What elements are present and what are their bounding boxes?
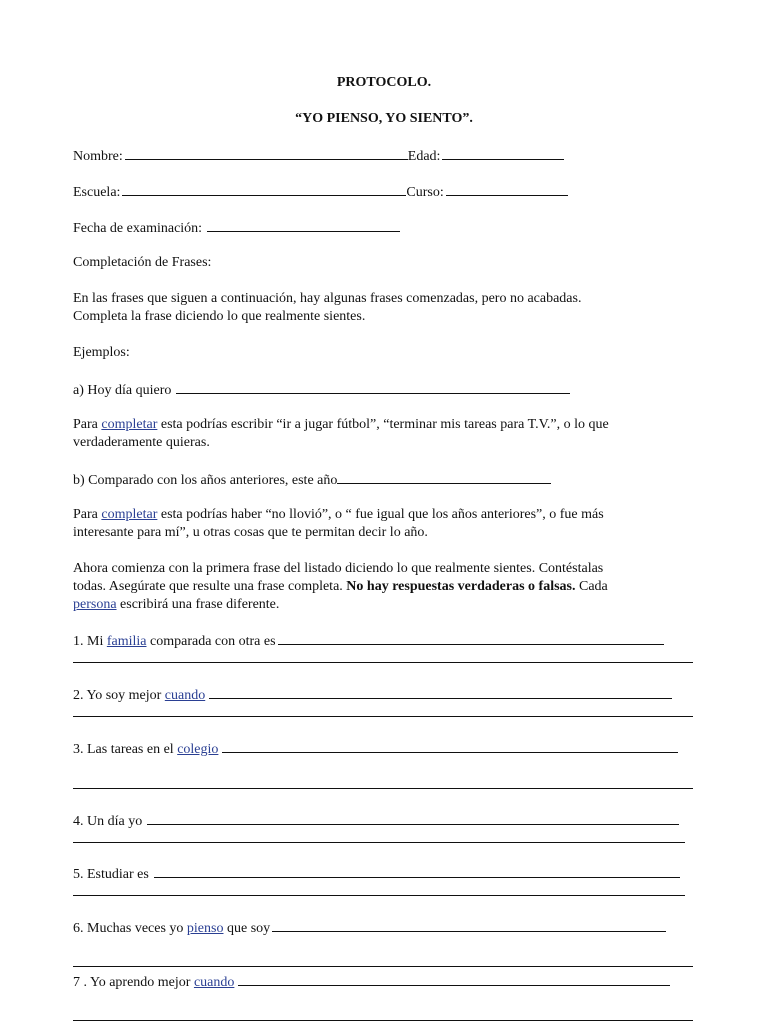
item-7-answer-line[interactable] xyxy=(73,1020,693,1021)
age-blank[interactable] xyxy=(442,146,564,160)
exam-date-row xyxy=(73,218,400,238)
item-4-answer-line[interactable] xyxy=(73,842,685,843)
item-1-answer-line[interactable] xyxy=(73,662,693,663)
item-6 xyxy=(73,918,666,938)
closing-line-2 xyxy=(73,578,608,596)
age-label: Edad: xyxy=(407,149,441,164)
example-b-expl-line-2: interesante para mí”, u otras cosas que te permitan decir lo año. xyxy=(73,525,428,540)
completar-link-b[interactable]: completar xyxy=(101,507,158,522)
item-6-blank[interactable] xyxy=(272,918,666,932)
document-title: PROTOCOLO. xyxy=(336,75,432,90)
cuando-link-2[interactable]: cuando xyxy=(164,688,206,703)
colegio-link[interactable]: colegio xyxy=(177,742,219,757)
completar-link-a[interactable]: completar xyxy=(101,417,158,432)
item-3 xyxy=(73,739,678,759)
item-2-blank[interactable] xyxy=(209,685,672,699)
name-label: Nombre: xyxy=(73,149,123,164)
item-5-blank[interactable] xyxy=(154,864,680,878)
exam-date-blank[interactable] xyxy=(207,218,400,232)
name-field-row xyxy=(73,146,564,166)
closing-line-1: Ahora comienza con la primera frase del listado diciendo lo que realmente sientes. Contéstalas xyxy=(73,561,604,576)
item-1 xyxy=(73,631,664,651)
school-blank[interactable] xyxy=(122,182,406,196)
example-a-blank[interactable] xyxy=(176,380,570,394)
example-a-prompt: a) Hoy día quiero xyxy=(73,383,172,398)
example-b-expl-post: esta podrías haber “no llovió”, o “ fue igual que los años anteriores”, o fue más xyxy=(160,507,604,522)
item-1-pre: 1. Mi xyxy=(73,634,104,649)
school-field-row xyxy=(73,182,568,202)
item-4-blank[interactable] xyxy=(147,811,679,825)
example-a-explanation xyxy=(73,416,609,434)
closing-line-2-post: Cada xyxy=(579,579,608,594)
item-6-answer-line[interactable] xyxy=(73,966,693,967)
item-4-pre: 4. Un día yo xyxy=(73,814,143,829)
example-b-row xyxy=(73,470,551,490)
item-5 xyxy=(73,864,680,884)
item-1-post: comparada con otra es xyxy=(150,634,276,649)
closing-line-3 xyxy=(73,596,279,614)
cuando-link-7[interactable]: cuando xyxy=(193,975,235,990)
familia-link[interactable]: familia xyxy=(106,634,147,649)
document-subtitle: “YO PIENSO, YO SIENTO”. xyxy=(295,111,473,126)
example-a-expl-pre: Para xyxy=(73,417,98,432)
item-1-blank[interactable] xyxy=(278,631,664,645)
closing-emphasis: No hay respuestas verdaderas o falsas. xyxy=(346,579,576,594)
example-b-prompt: b) Comparado con los años anteriores, este año xyxy=(73,473,338,488)
school-label: Escuela: xyxy=(73,185,121,200)
item-5-pre: 5. Estudiar es xyxy=(73,867,149,882)
item-2-answer-line[interactable] xyxy=(73,716,693,717)
item-7-blank[interactable] xyxy=(238,972,670,986)
course-blank[interactable] xyxy=(446,182,568,196)
item-6-pre: 6. Muchas veces yo xyxy=(73,921,184,936)
instructions-line-2: Completa la frase diciendo lo que realmente sientes. xyxy=(73,309,366,324)
examples-label: Ejemplos: xyxy=(73,345,130,360)
pienso-link[interactable]: pienso xyxy=(186,921,224,936)
example-b-explanation xyxy=(73,506,604,524)
course-label: Curso: xyxy=(406,185,444,200)
example-b-expl-pre: Para xyxy=(73,507,98,522)
exam-date-label: Fecha de examinación: xyxy=(73,221,203,236)
item-7 xyxy=(73,972,670,992)
item-2-pre: 2. Yo soy mejor xyxy=(73,688,162,703)
name-blank[interactable] xyxy=(125,146,408,160)
item-3-blank[interactable] xyxy=(222,739,678,753)
closing-line-2-pre: todas. Asegúrate que resulte una frase completa. xyxy=(73,579,343,594)
example-a-expl-line-2: verdaderamente quieras. xyxy=(73,435,210,450)
item-6-post: que soy xyxy=(226,921,271,936)
item-4 xyxy=(73,811,679,831)
item-2 xyxy=(73,685,672,705)
example-b-blank[interactable] xyxy=(337,470,551,484)
persona-link[interactable]: persona xyxy=(73,597,117,612)
instructions-line-1: En las frases que siguen a continuación, hay algunas frases comenzadas, pero no acabadas. xyxy=(73,291,582,306)
example-a-row xyxy=(73,380,570,400)
example-a-expl-post: esta podrías escribir “ir a jugar fútbol”, “terminar mis tareas para T.V.”, o lo que xyxy=(160,417,609,432)
section-title: Completación de Frases: xyxy=(73,255,212,270)
item-7-pre: 7 . Yo aprendo mejor xyxy=(73,975,191,990)
closing-line-3-post: escribirá una frase diferente. xyxy=(120,597,280,612)
item-3-answer-line[interactable] xyxy=(73,788,693,789)
item-3-pre: 3. Las tareas en el xyxy=(73,742,174,757)
item-5-answer-line[interactable] xyxy=(73,895,685,896)
